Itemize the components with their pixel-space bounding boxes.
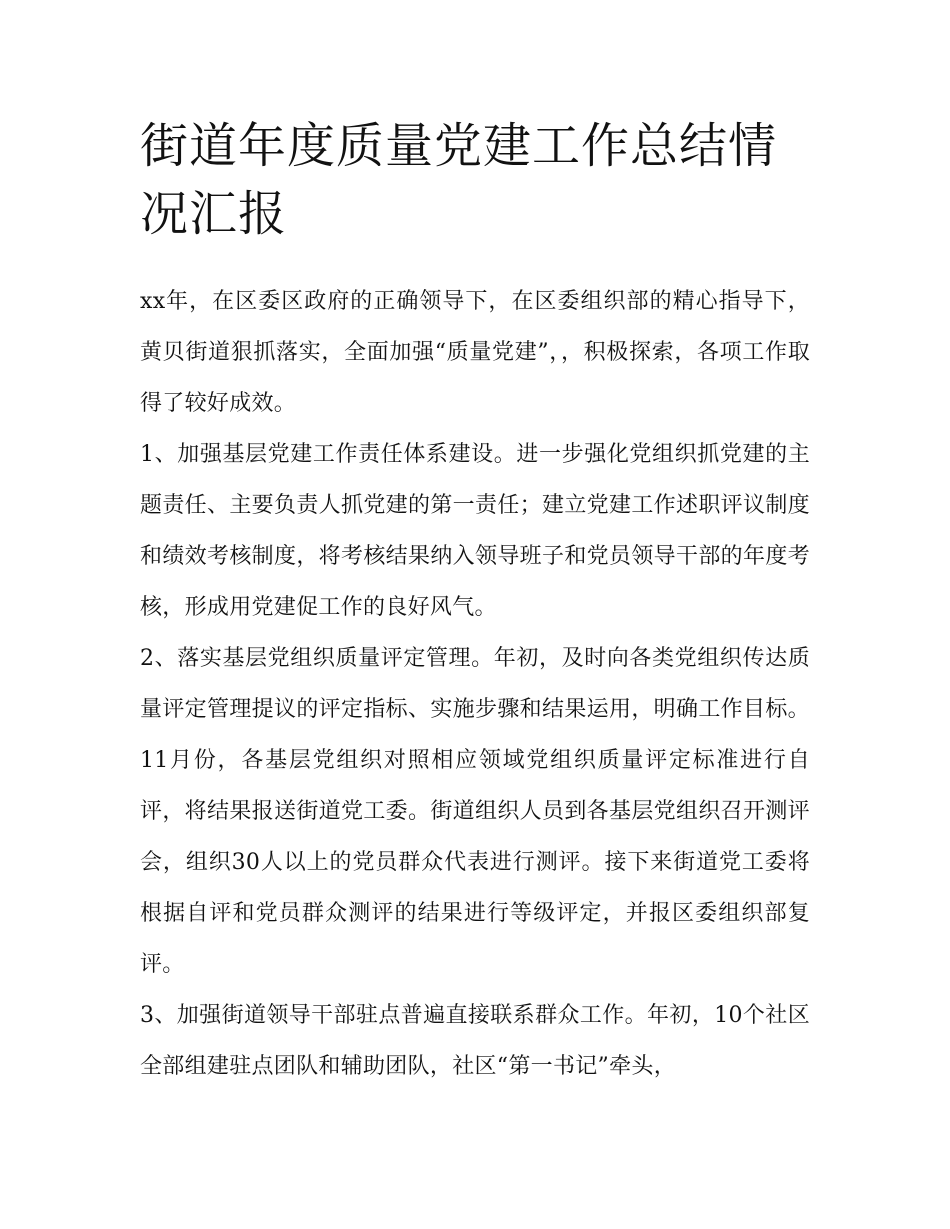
paragraph-item-2: 2、落实基层党组织质量评定管理。年初，及时向各类党组织传达质量评定管理提议的评定指标、实施步骤和结果运用，明确工作目标。11月份，各基层党组织对照相应领域党组织质量评定标准进行自评，将结果报送街道党工委。街道组织人员到各基层党组织召开测评会，组织30人以上的党员群众代表进行测评。接下来街道党工委将根据自评和党员群众测评的结果进行等级评定，并报区委组织部复评。 <box>140 646 810 977</box>
paragraph-item-3: 3、加强街道领导干部驻点普遍直接联系群众工作。年初，10个社区全部组建驻点团队和辅助团队，社区“第一书记”牵头， <box>140 1003 810 1079</box>
paragraph-item-1: 1、加强基层党建工作责任体系建设。进一步强化党组织抓党建的主题责任、主要负责人抓党建的第一责任；建立党建工作述职评议制度和绩效考核制度，将考核结果纳入领导班子和党员领导干部的年度考核，形成用党建促工作的良好风气。 <box>140 442 810 620</box>
document-body <box>140 276 810 1092</box>
paragraph-intro: xx年，在区委区政府的正确领导下，在区委组织部的精心指导下，黄贝街道狠抓落实，全面加强“质量党建”，，积极探索，各项工作取得了较好成效。 <box>140 289 810 416</box>
document-title: 街道年度质量党建工作总结情况汇报 <box>140 118 778 242</box>
